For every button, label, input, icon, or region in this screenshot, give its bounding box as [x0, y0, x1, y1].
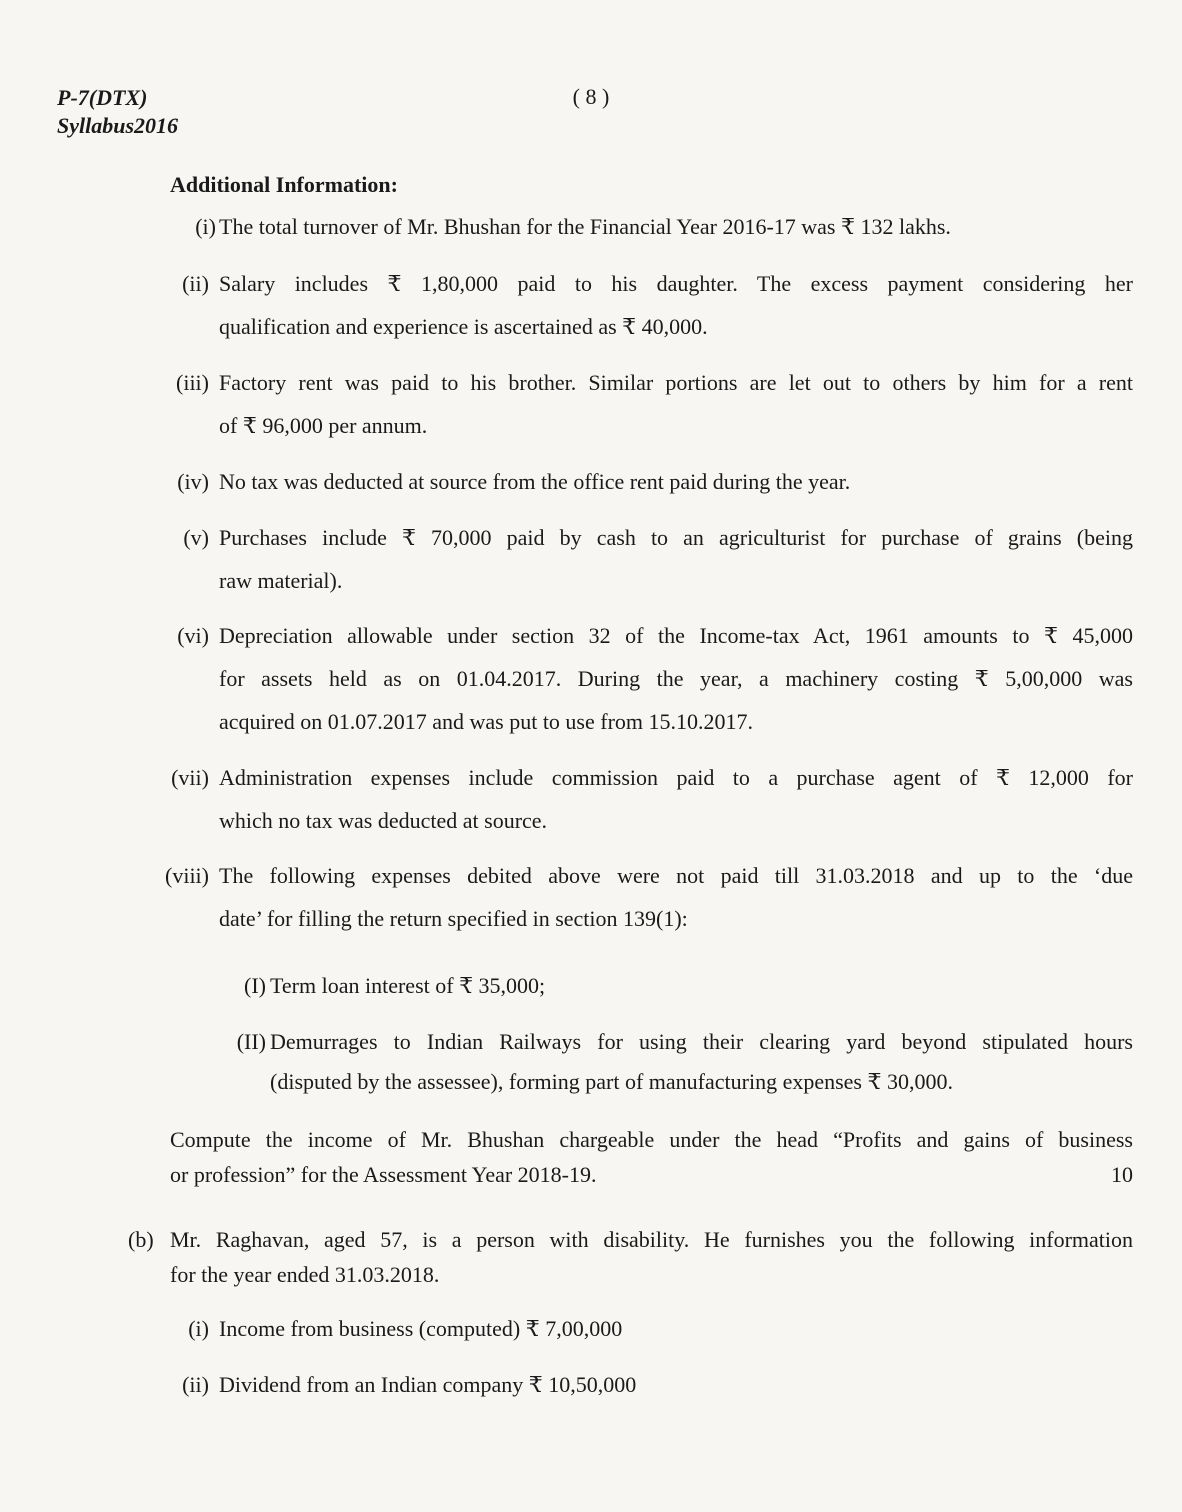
subitem-line: Demurrages to Indian Railways for using their clearing yard beyond stipulated hours	[270, 1029, 1133, 1054]
item-line: Purchases include ₹ 70,000 paid by cash to an agriculturist for purchase of grains (being	[219, 525, 1133, 550]
question-instruction	[170, 1122, 1133, 1192]
item-line: raw material).	[219, 568, 343, 593]
item-number: (viii)	[165, 863, 209, 888]
item-number: (i)	[195, 214, 216, 239]
item-line: The total turnover of Mr. Bhushan for the Financial Year 2016-17 was ₹ 132 lakhs.	[219, 214, 951, 239]
part-b-line: for the year ended 31.03.2018.	[170, 1262, 440, 1287]
item-number: (v)	[183, 525, 209, 550]
item-line: which no tax was deducted at source.	[219, 808, 548, 833]
item-text: Dividend from an Indian company ₹ 10,50,000	[219, 1372, 637, 1397]
item-number: (vii)	[171, 765, 209, 790]
item-number: (iv)	[177, 469, 209, 494]
subitem-line: Term loan interest of ₹ 35,000;	[270, 973, 546, 998]
part-b-line: Mr. Raghavan, aged 57, is a person with disability. He furnishes you the following information	[170, 1227, 1133, 1252]
instruction-line: Compute the income of Mr. Bhushan chargeable under the head “Profits and gains of business	[170, 1127, 1133, 1152]
item-line: of ₹ 96,000 per annum.	[219, 413, 428, 438]
item-text	[219, 361, 1133, 447]
item-number: (ii)	[182, 1372, 209, 1397]
item-number: (ii)	[182, 271, 209, 296]
subitem-line: (disputed by the assessee), forming part of manufacturing expenses ₹ 30,000.	[270, 1069, 953, 1094]
subitem-text	[270, 964, 1133, 1007]
item-text	[219, 516, 1133, 602]
item-line: Salary includes ₹ 1,80,000 paid to his daughter. The excess payment considering her	[219, 271, 1133, 296]
item-text	[219, 460, 1133, 503]
item-text	[219, 205, 1133, 248]
subitem-text	[270, 1022, 1133, 1102]
paper-code: P-7(DTX)	[57, 85, 148, 110]
marks-value: 10	[1111, 1162, 1133, 1187]
part-b-text	[170, 1222, 1133, 1292]
subitem-number: (II)	[236, 1029, 266, 1054]
item-line: No tax was deducted at source from the office rent paid during the year.	[219, 469, 851, 494]
item-line: acquired on 01.07.2017 and was put to use from 15.10.2017.	[219, 709, 754, 734]
item-text	[219, 756, 1133, 842]
item-number: (vi)	[177, 623, 209, 648]
syllabus-label: Syllabus2016	[57, 113, 179, 138]
item-line: Factory rent was paid to his brother. Similar portions are let out to others by him for a rent	[219, 370, 1133, 395]
page-number: ( 8 )	[572, 84, 610, 109]
part-b-number: (b)	[128, 1227, 154, 1252]
item-text	[219, 854, 1133, 940]
section-heading: Additional Information:	[170, 172, 398, 197]
item-line: Administration expenses include commission paid to a purchase agent of ₹ 12,000 for	[219, 765, 1133, 790]
item-line: The following expenses debited above were not paid till 31.03.2018 and up to the ‘due	[219, 863, 1133, 888]
item-text: Income from business (computed) ₹ 7,00,000	[219, 1316, 623, 1341]
item-line: for assets held as on 01.04.2017. During the year, a machinery costing ₹ 5,00,000 was	[219, 666, 1133, 691]
item-text	[219, 262, 1133, 348]
item-line: qualification and experience is ascertained as ₹ 40,000.	[219, 314, 708, 339]
item-line: date’ for filling the return specified in section 139(1):	[219, 906, 688, 931]
instruction-line: or profession” for the Assessment Year 2018-19.	[170, 1162, 597, 1187]
subitem-number: (I)	[244, 973, 266, 998]
item-text	[219, 614, 1133, 743]
item-line: Depreciation allowable under section 32 of the Income-tax Act, 1961 amounts to ₹ 45,000	[219, 623, 1133, 648]
item-number: (i)	[188, 1316, 209, 1341]
item-number: (iii)	[176, 370, 209, 395]
